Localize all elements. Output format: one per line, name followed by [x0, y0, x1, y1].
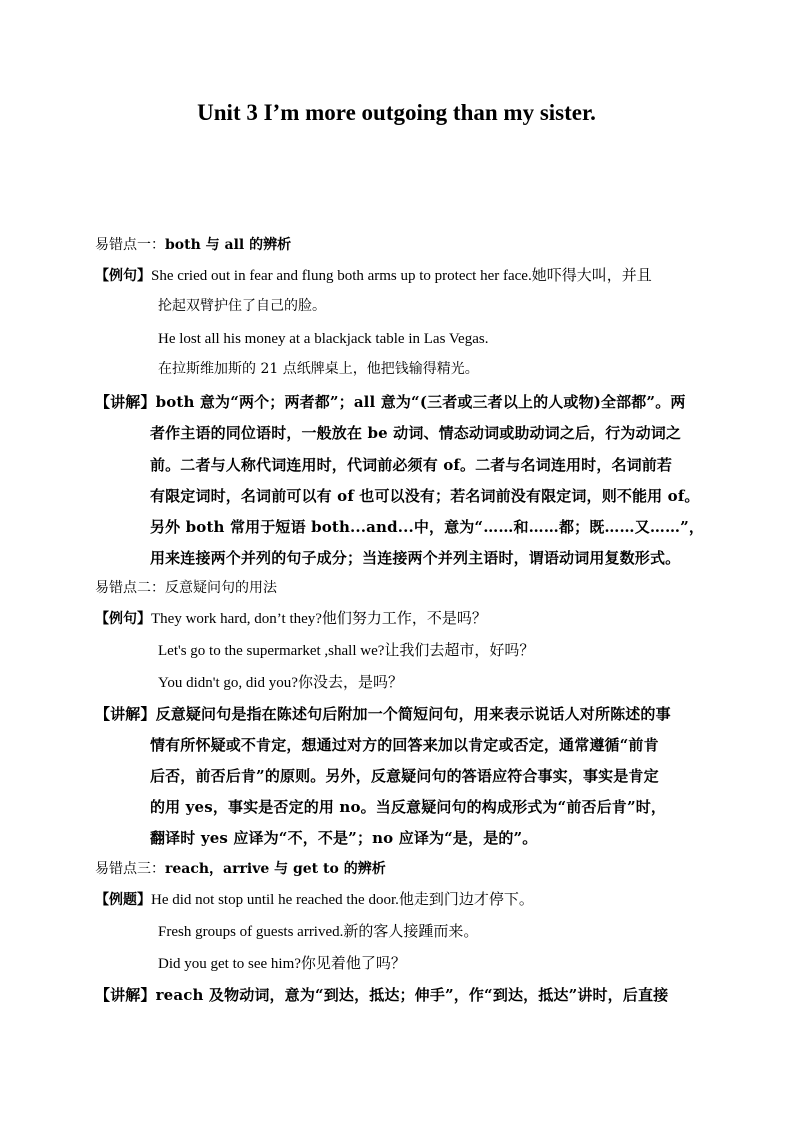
section1-heading-prefix: 易错点一： — [95, 237, 165, 253]
section1-explain-text: both 意为“两个；两者都”；all 意为“(三者或三者以上的人或物)全部都”。两 — [155, 393, 686, 411]
section2-heading: 易错点二：反意疑问句的用法 — [95, 580, 277, 596]
section2-explain-text: 情有所怀疑或不肯定，想通过对方的回答来加以肯定或否定，通常遵循“前肯 — [150, 736, 659, 754]
section1-explain-text: 有限定词时，名词前可以有 of 也可以没有；若名词前没有限定词，则不能用 of。 — [150, 487, 700, 505]
section2-explain-text: 的用 yes，事实是否定的用 no。当反意疑问句的构成形式为“前否后肯”时， — [150, 798, 667, 816]
section3-example-tag: 【例题】 — [95, 892, 151, 908]
section1-example1-line1: She cried out in fear and flung both arms up to protect her face.她吓得大叫，并且 — [151, 268, 652, 284]
section2-explain-text: 翻译时 yes 应译为“不，不是”；no 应译为“是，是的”。 — [150, 829, 538, 847]
section3-example3: Did you get to see him?你见着他了吗？ — [158, 956, 406, 972]
section2-example2: Let's go to the supermarket ,shall we?让我们去超市，好吗？ — [158, 643, 535, 659]
section3-heading — [95, 859, 386, 879]
section1-example2-line2: 在拉斯维加斯的 21 点纸牌桌上，他把钱输得精光。 — [158, 361, 479, 377]
section3-explain-text: reach 及物动词，意为“到达，抵达；伸手”，作“到达，抵达”讲时，后直接 — [155, 986, 669, 1004]
section2-explain-tag: 【讲解】 — [95, 705, 156, 723]
section1-explain-tag: 【讲解】 — [95, 393, 156, 411]
section3-example1: He did not stop until he reached the door.他走到门边才停下。 — [151, 892, 534, 908]
section1-heading-topic: both 与 all 的辨析 — [165, 237, 292, 253]
section1-explain-text: 前。二者与人称代词连用时，代词前必须有 of。二者与名词连用时，名词前若 — [150, 456, 673, 474]
section1-example-line — [95, 266, 652, 286]
section2-explain-line — [95, 704, 671, 724]
section2-example-tag: 【例句】 — [95, 611, 151, 627]
section1-explain-text: 用来连接两个并列的句子成分；当连接两个并列主语时，谓语动词用复数形式。 — [150, 549, 681, 567]
section1-explain-text: 者作主语的同位语时，一般放在 be 动词、情态动词或助动词之后，行为动词之 — [150, 424, 682, 442]
section3-example-line — [95, 890, 534, 910]
section1-heading — [95, 235, 291, 255]
section3-heading-prefix: 易错点三： — [95, 861, 165, 877]
section3-explain-line — [95, 985, 668, 1005]
section2-explain-text: 后否，前否后肯”的原则。另外，反意疑问句的答语应符合事实，事实是肯定 — [150, 767, 659, 785]
section1-explain-line — [95, 392, 686, 412]
section2-example-line — [95, 609, 487, 629]
page-title: Unit 3 I’m more outgoing than my sister. — [197, 100, 596, 125]
section2-explain-text: 反意疑问句是指在陈述句后附加一个简短问句，用来表示说话人对所陈述的事 — [155, 705, 671, 723]
section1-example1-line2: 抡起双臂护住了自己的脸。 — [158, 298, 326, 314]
section3-example2: Fresh groups of guests arrived.新的客人接踵而来。 — [158, 924, 479, 940]
section1-explain-text: 另外 both 常用于短语 both...and...中，意为“……和……都；既……又……”， — [150, 518, 705, 536]
section3-heading-topic: reach，arrive 与 get to 的辨析 — [165, 861, 386, 877]
section2-example1: They work hard, don’t they?他们努力工作，不是吗？ — [151, 611, 487, 627]
section2-example3: You didn't go, did you?你没去，是吗？ — [158, 675, 403, 691]
section3-explain-tag: 【讲解】 — [95, 986, 156, 1004]
section1-example-tag: 【例句】 — [95, 268, 151, 284]
section1-example2-line1: He lost all his money at a blackjack table in Las Vegas. — [158, 331, 489, 347]
